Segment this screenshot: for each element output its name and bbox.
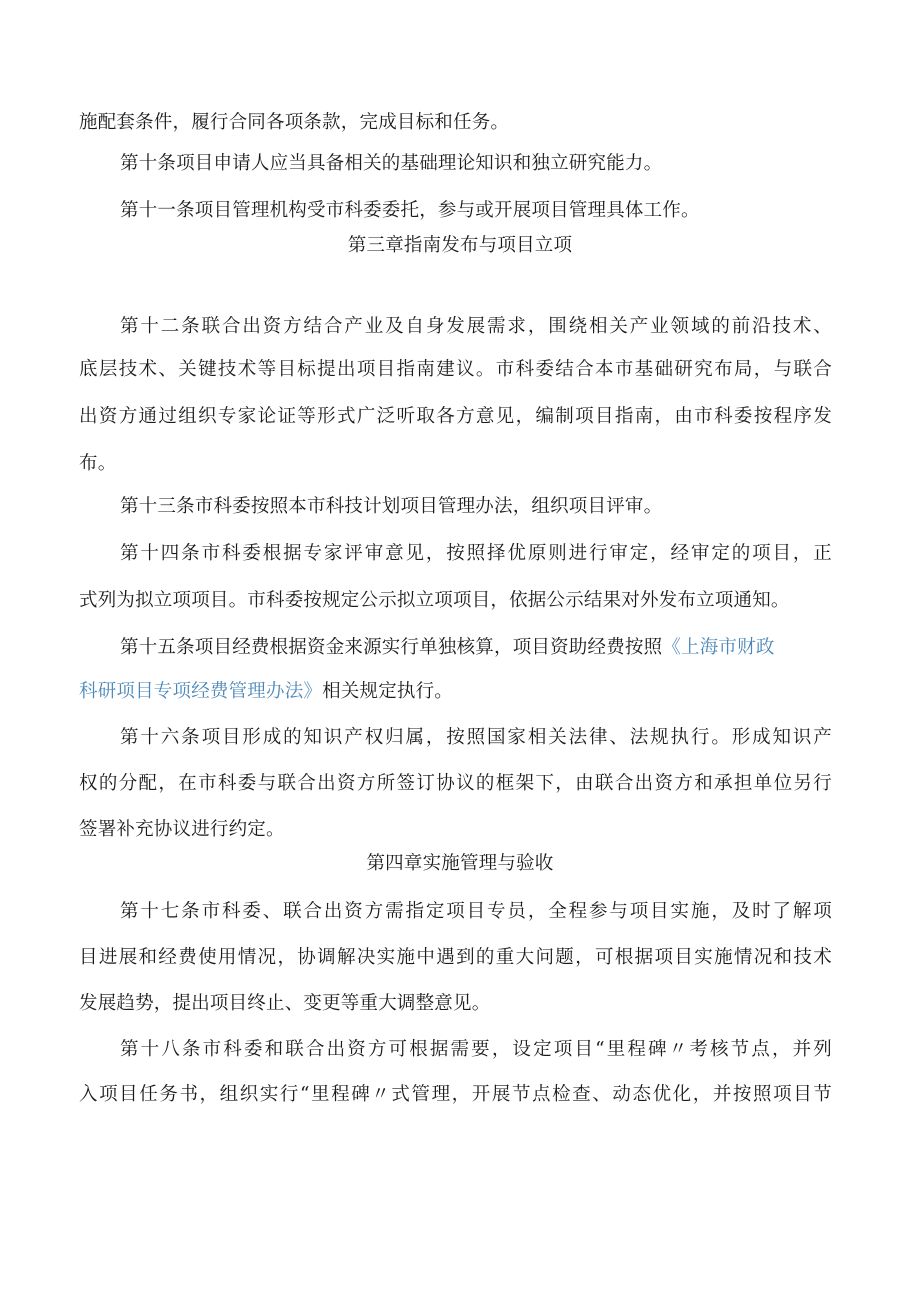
article-17-line-3: 发展趋势，提出项目终止、变更等重大调整意见。 bbox=[79, 993, 491, 1014]
article-18-line-2: 入项目任务书，组织实行“里程碑〃式管理，开展节点检查、动态优化，并按照项目节 bbox=[79, 1084, 832, 1105]
article-17-line-1: 第十七条市科委、联合出资方需指定项目专员，全程参与项目实施，及时了解项 bbox=[120, 901, 832, 922]
article-10: 第十条项目申请人应当具备相关的基础理论知识和独立研究能力。 bbox=[120, 153, 663, 174]
article-17-line-2: 目进展和经费使用情况，协调解决实施中遇到的重大问题，可根据项目实施情况和技术 bbox=[79, 947, 832, 968]
article-12-line-3: 出资方通过组织专家论证等形式广泛听取各方意见，编制项目指南，由市科委按程序发 bbox=[79, 406, 832, 427]
regulation-link-part-2[interactable]: 科研项目专项经费管理办法》 bbox=[79, 681, 323, 702]
article-13: 第十三条市科委按照本市科技计划项目管理办法，组织项目评审。 bbox=[120, 496, 663, 517]
article-15-line-1 bbox=[120, 636, 775, 660]
chapter-3-heading: 第三章指南发布与项目立项 bbox=[347, 235, 573, 256]
chapter-4-heading: 第四章实施管理与验收 bbox=[366, 853, 554, 874]
article-11: 第十一条项目管理机构受市科委委托，参与或开展项目管理具体工作。 bbox=[120, 200, 700, 221]
article-12-line-1: 第十二条联合出资方结合产业及自身发展需求，围绕相关产业领域的前沿技术、 bbox=[120, 316, 832, 337]
article-14-line-2: 式列为拟立项项目。市科委按规定公示拟立项项目，依据公示结果对外发布立项通知。 bbox=[79, 590, 790, 611]
paragraph-line: 施配套条件，履行合同各项条款，完成目标和任务。 bbox=[79, 112, 510, 133]
article-12-line-4: 布。 bbox=[79, 453, 117, 474]
article-16-line-1: 第十六条项目形成的知识产权归属，按照国家相关法律、法规执行。形成知识产 bbox=[120, 727, 832, 748]
article-16-line-3: 签署补充协议进行约定。 bbox=[79, 819, 285, 840]
article-18-line-1: 第十八条市科委和联合出资方可根据需要，设定项目“里程碑〃考核节点，并列 bbox=[120, 1039, 832, 1060]
regulation-link-part-1[interactable]: 《上海市财政 bbox=[662, 637, 775, 658]
article-14-line-1: 第十四条市科委根据专家评审意见，按照择优原则进行审定，经审定的项目，正 bbox=[120, 543, 832, 564]
article-15-text: 第十五条项目经费根据资金来源实行单独核算，项目资助经费按照 bbox=[120, 637, 663, 658]
article-16-line-2: 权的分配，在市科委与联合出资方所签订协议的框架下，由联合出资方和承担单位另行 bbox=[79, 773, 832, 794]
article-15-text-end: 相关规定执行。 bbox=[322, 681, 454, 702]
article-15-line-2 bbox=[79, 680, 453, 704]
article-12-line-2: 底层技术、关键技术等目标提出项目指南建议。市科委结合本市基础研究布局，与联合 bbox=[79, 359, 832, 380]
